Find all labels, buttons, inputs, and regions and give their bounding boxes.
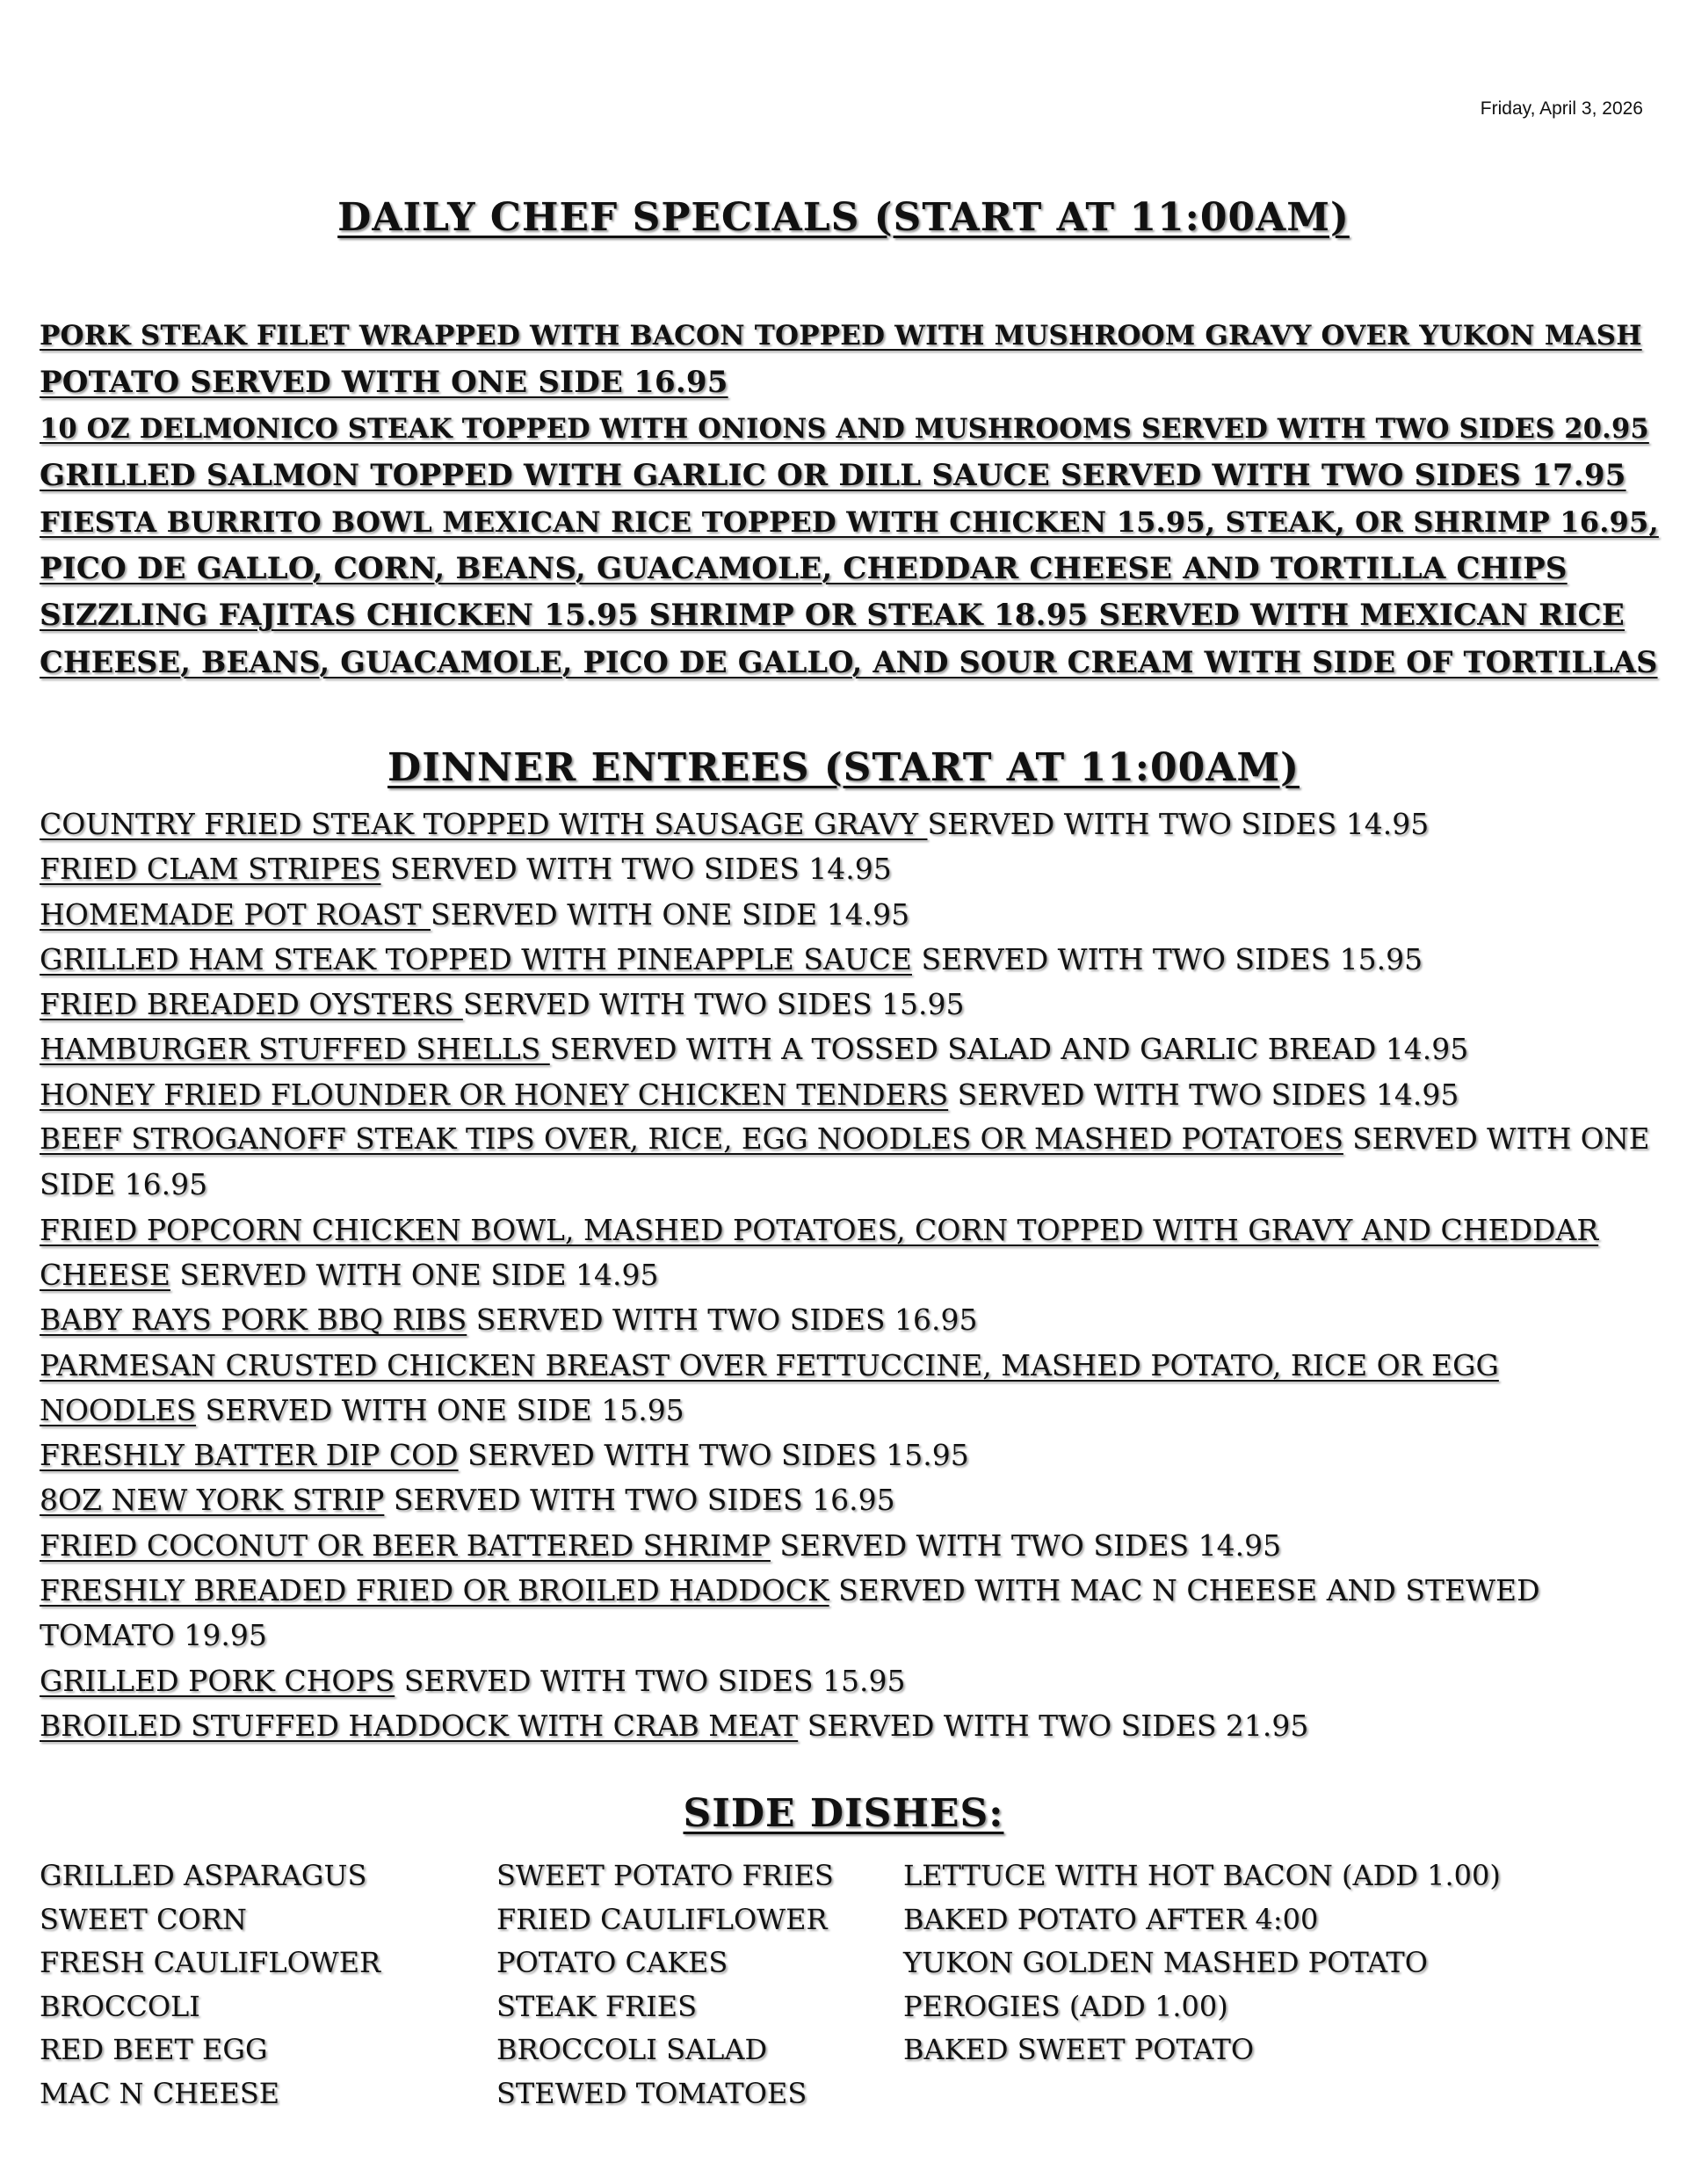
entree-detail: SERVED WITH ONE — [1343, 1122, 1650, 1157]
entree-name: COUNTRY FRIED STEAK TOPPED WITH SAUSAGE GRAVY — [40, 807, 928, 841]
entree-line — [40, 892, 1665, 937]
entrees-heading: DINNER ENTREES (START AT 11:00AM) — [387, 745, 1300, 790]
specials-list — [40, 313, 1665, 686]
side-dishes-column — [903, 1854, 1501, 2072]
entree-name: GRILLED PORK CHOPS — [40, 1663, 395, 1698]
entree-name: FRIED COCONUT OR BEER BATTERED SHRIMP — [40, 1527, 771, 1563]
entree-line — [40, 1027, 1665, 1071]
specials-heading: DAILY CHEF SPECIALS (START AT 11:00AM) — [337, 195, 1350, 240]
entree-name: FRIED POPCORN CHICKEN BOWL, MASHED POTATOES, CORN TOPPED WITH GRAVY AND CHEDDAR — [40, 1212, 1599, 1247]
entree-name: BROILED STUFFED HADDOCK WITH CRAB MEAT — [40, 1708, 799, 1743]
entree-name: BEEF STROGANOFF STEAK TIPS OVER, RICE, EGG NOODLES OR MASHED POTATOES — [40, 1122, 1343, 1157]
side-dish: SWEET POTATO FRIES — [496, 1859, 834, 1892]
entree-line — [40, 1252, 1665, 1297]
side-dish: RED BEET EGG — [40, 2033, 268, 2066]
side-dish: SWEET CORN — [40, 1902, 247, 1936]
entree-detail: SERVED WITH TWO SIDES 21.95 — [798, 1708, 1309, 1743]
side-dish: MAC N CHEESE — [40, 2076, 280, 2110]
entree-detail: SERVED WITH A TOSSED SALAD AND GARLIC BREAD 14.95 — [549, 1032, 1469, 1067]
entree-line — [40, 1433, 1665, 1477]
entree-line — [40, 802, 1665, 846]
entree-name: 8OZ NEW YORK STRIP — [40, 1483, 385, 1518]
entree-line — [40, 1523, 1665, 1568]
entree-line — [40, 1072, 1665, 1117]
specials-line: SIZZLING FAJITAS CHICKEN 15.95 SHRIMP OR STEAK 18.95 SERVED WITH MEXICAN RICE — [40, 598, 1625, 633]
entree-name: HAMBURGER STUFFED SHELLS — [40, 1032, 550, 1067]
side-dish: BROCCOLI SALAD — [496, 2033, 768, 2066]
entree-line — [40, 1388, 1665, 1433]
entrees-list — [40, 802, 1665, 1748]
entree-name: FRIED CLAM STRIPES — [40, 852, 381, 887]
specials-line: GRILLED SALMON TOPPED WITH GARLIC OR DILL SAUCE SERVED WITH TWO SIDES 17.95 — [40, 458, 1626, 493]
entree-detail: SERVED WITH TWO SIDES 15.95 — [911, 941, 1423, 976]
sides-heading: SIDE DISHES: — [683, 1791, 1004, 1836]
entree-line — [40, 1613, 1665, 1658]
entree-name: BABY RAYS PORK BBQ RIBS — [40, 1302, 467, 1338]
entree-line — [40, 1658, 1665, 1703]
specials-line: PORK STEAK FILET WRAPPED WITH BACON TOPPED WITH MUSHROOM GRAVY OVER YUKON MASH — [40, 320, 1642, 352]
side-dish: FRIED CAULIFLOWER — [496, 1902, 828, 1936]
side-dish: STEWED TOMATOES — [496, 2076, 807, 2110]
entree-detail: SERVED WITH TWO SIDES 16.95 — [384, 1483, 895, 1518]
side-dishes-column — [40, 1854, 380, 2115]
entree-name: NOODLES — [40, 1392, 197, 1427]
entree-detail: SERVED WITH TWO SIDES 14.95 — [380, 852, 892, 887]
entree-detail: SERVED WITH TWO SIDES 15.95 — [458, 1438, 969, 1473]
entree-line — [40, 1477, 1665, 1522]
entree-detail: SERVED WITH TWO SIDES 15.95 — [395, 1663, 906, 1698]
menu-date: Friday, April 3, 2026 — [1480, 98, 1643, 119]
specials-line: PICO DE GALLO, CORN, BEANS, GUACAMOLE, CHEDDAR CHEESE AND TORTILLA CHIPS — [40, 551, 1568, 586]
side-dish: BROCCOLI — [40, 1989, 200, 2023]
entree-detail: TOMATO 19.95 — [40, 1618, 267, 1653]
entree-line — [40, 1343, 1665, 1388]
side-dish: LETTUCE WITH HOT BACON (ADD 1.00) — [903, 1859, 1501, 1892]
side-dish: YUKON GOLDEN MASHED POTATO — [903, 1946, 1428, 1979]
side-dish: BAKED POTATO AFTER 4:00 — [903, 1902, 1319, 1936]
entree-line — [40, 1162, 1665, 1207]
entree-detail: SERVED WITH ONE SIDE 14.95 — [430, 896, 910, 932]
entree-name: FRESHLY BREADED FRIED OR BROILED HADDOCK — [40, 1573, 829, 1608]
specials-line: CHEESE, BEANS, GUACAMOLE, PICO DE GALLO, AND SOUR CREAM WITH SIDE OF TORTILLAS — [40, 645, 1658, 679]
side-dish: POTATO CAKES — [496, 1946, 728, 1979]
entree-line — [40, 1117, 1665, 1162]
entree-line — [40, 846, 1665, 891]
entree-name: PARMESAN CRUSTED CHICKEN BREAST OVER FETTUCCINE, MASHED POTATO, RICE OR EGG — [40, 1347, 1499, 1382]
entree-detail: SERVED WITH ONE SIDE 15.95 — [196, 1392, 684, 1427]
side-dish: FRESH CAULIFLOWER — [40, 1946, 381, 1979]
entree-line — [40, 982, 1665, 1027]
specials-line: POTATO SERVED WITH ONE SIDE 16.95 — [40, 365, 728, 400]
entree-detail: SERVED WITH MAC N CHEESE AND STEWED — [829, 1573, 1540, 1608]
entree-detail: SERVED WITH TWO SIDES 14.95 — [770, 1527, 1282, 1563]
side-dish: STEAK FRIES — [496, 1989, 698, 2023]
side-dishes-column — [496, 1854, 834, 2115]
entree-line — [40, 1297, 1665, 1342]
side-dish: BAKED SWEET POTATO — [903, 2033, 1255, 2066]
entree-detail: SERVED WITH ONE SIDE 14.95 — [170, 1257, 659, 1292]
entree-detail: SERVED WITH TWO SIDES 16.95 — [467, 1302, 978, 1338]
entree-detail: SERVED WITH TWO SIDES 15.95 — [462, 987, 965, 1022]
specials-line: FIESTA BURRITO BOWL MEXICAN RICE TOPPED WITH CHICKEN 15.95, STEAK, OR SHRIMP 16.95, — [40, 505, 1659, 539]
entree-name: HONEY FRIED FLOUNDER OR HONEY CHICKEN TENDERS — [40, 1077, 949, 1112]
entree-name: CHEESE — [40, 1257, 170, 1292]
side-dish: GRILLED ASPARAGUS — [40, 1859, 367, 1892]
entree-line — [40, 1703, 1665, 1748]
entree-name: FRIED BREADED OYSTERS — [40, 987, 463, 1022]
entree-detail: SERVED WITH TWO SIDES 14.95 — [948, 1077, 1459, 1112]
entree-detail: SERVED WITH TWO SIDES 14.95 — [927, 807, 1430, 841]
entree-name: FRESHLY BATTER DIP COD — [40, 1438, 459, 1473]
specials-line: 10 OZ DELMONICO STEAK TOPPED WITH ONIONS AND MUSHROOMS SERVED WITH TWO SIDES 20.95 — [40, 413, 1649, 445]
entree-detail: SIDE 16.95 — [40, 1167, 208, 1202]
entree-line — [40, 1568, 1665, 1613]
entree-name: HOMEMADE POT ROAST — [40, 896, 431, 932]
entree-name: GRILLED HAM STEAK TOPPED WITH PINEAPPLE SAUCE — [40, 941, 912, 976]
entree-line — [40, 937, 1665, 982]
entree-line — [40, 1208, 1665, 1252]
side-dish: PEROGIES (ADD 1.00) — [903, 1989, 1228, 2023]
